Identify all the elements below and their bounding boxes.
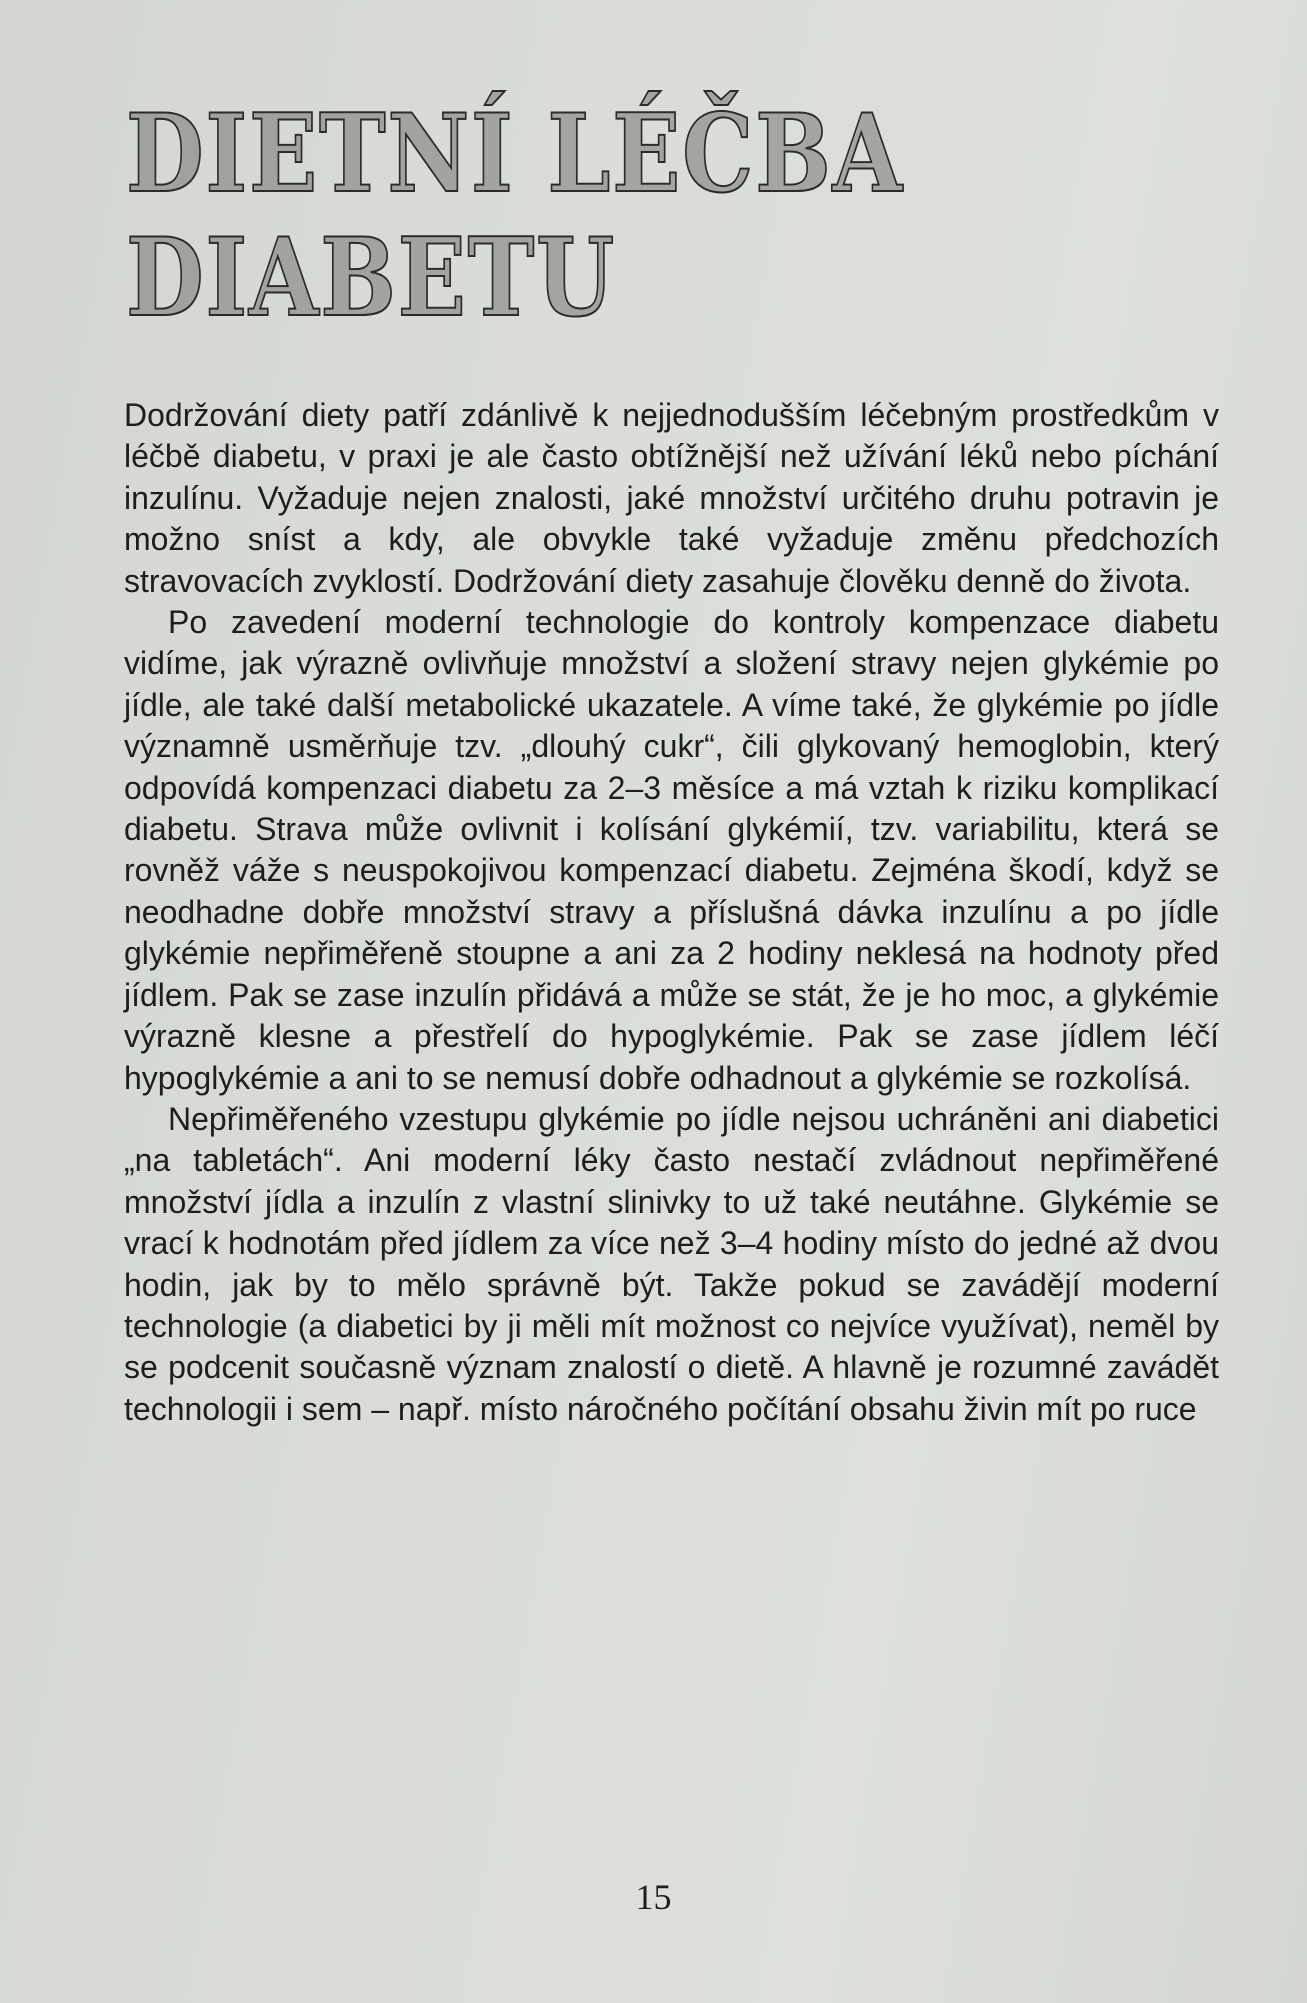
paragraph-3: Nepřiměřeného vzestupu glykémie po jídle nejsou uchráněni ani diabetici „na tabletách“. Ani moderní léky často nestačí zvládnout nepřiměřené množství jídla a inzulín z vlastní slinivky to už také neutáhne. Glykémie se vrací k hodnotám před jídlem za více než 3–4 hodiny místo do jedné až dvou hodin, jak by to mělo správně být. Takže pokud se zavádějí moderní technologie (a diabetici by ji měli mít možnost co nejvíce využívat), neměl by se podcenit současně význam znalostí o dietě. A hlavně je rozumné zavádět technologii i sem – např. místo náročného počítání obsahu živin mít po ruce [124, 1100, 1219, 1427]
paragraph-1: Dodržování diety patří zdánlivě k nejjednodušším léčebným prostředkům v léčbě diabetu, v praxi je ale často obtížnější než užívání léků nebo píchání inzulínu. Vyžaduje nejen znalosti, jaké množství určitého druhu potravin je možno sníst a kdy, ale obvykle také vyžaduje změnu předchozích stravovacích zvyklostí. Dodržování diety zasahuje člověku denně do života. [124, 397, 1219, 599]
body-text [124, 395, 1219, 1430]
chapter-title-line-2: DIABETU [126, 215, 616, 341]
paragraph-2: Po zavedení moderní technologie do kontroly kompenzace diabetu vidíme, jak výrazně ovlivňuje množství a složení stravy nejen glykémie po jídle, ale také další metabolické ukazatele. A víme také, že glykémie po jídle významně usměrňuje tzv. „dlouhý cukr“, čili glykovaný hemoglobin, který odpovídá kompenzaci diabetu za 2–3 měsíce a má vztah k riziku komplikací diabetu. Strava může ovlivnit i kolísání glykémií, tzv. variabilitu, která se rovněž váže s neuspokojivou kompenzací diabetu. Zejména škodí, když se neodhadne dobře množství stravy a příslušná dávka inzulínu a po jídle glykémie nepřiměřeně stoupne a ani za 2 hodiny neklesá na hodnoty před jídlem. Pak se zase inzulín přidává a může se stát, že je ho moc, a glykémie výrazně klesne a přestřelí do hypoglykémie. Pak se zase jídlem léčí hypoglykémie a ani to se nemusí dobře odhadnout a glykémie se rozkolísá. [124, 604, 1219, 1096]
chapter-title [126, 92, 904, 340]
page-number: 15 [635, 1877, 672, 1917]
chapter-title-line-1: DIETNÍ LÉČBA [126, 91, 904, 217]
